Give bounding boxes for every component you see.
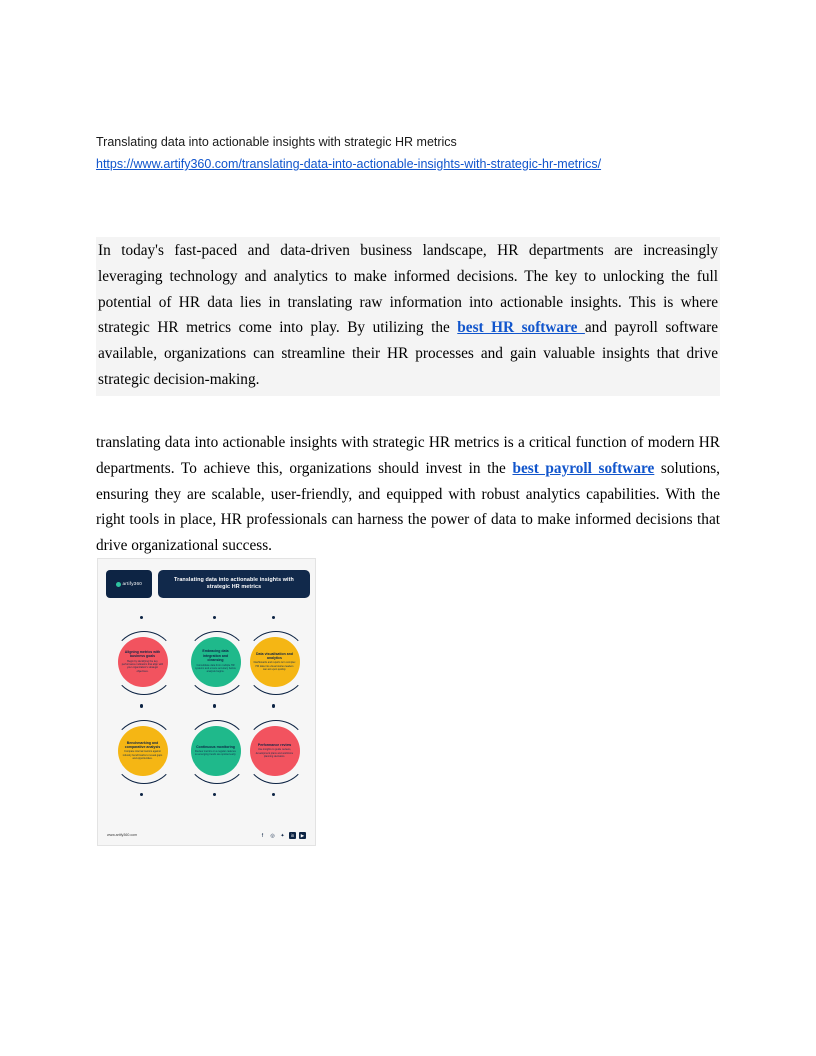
node-body: Dashboards and reports turn complex HR data into visual stories leaders can act upon quickly. <box>253 661 296 672</box>
infographic-node-3 <box>238 617 311 706</box>
youtube-icon: ▶ <box>300 832 305 838</box>
infographic-headline <box>158 570 310 598</box>
infographic-header <box>106 570 310 598</box>
node-body: Consolidate data from multiple HR systems and ensure accuracy before analysis begins. <box>195 663 236 674</box>
node-tick-icon <box>272 616 275 619</box>
node-title: Continuous monitoring <box>196 744 235 749</box>
body-paragraph <box>96 430 720 559</box>
best-payroll-software-link[interactable]: best payroll software <box>512 459 655 477</box>
node-tick-icon <box>272 705 275 708</box>
infographic-footer-url: www.artify360.com <box>107 833 138 837</box>
infographic-node-1 <box>106 617 179 706</box>
logo-text: artify360 <box>122 581 142 587</box>
node-circle <box>118 726 168 776</box>
node-title: Aligning metrics with business goals <box>124 650 161 659</box>
node-circle <box>118 637 168 687</box>
node-circle <box>191 637 241 687</box>
node-body: Use insights to guide reviews, development plans and workforce planning decisions. <box>255 748 294 758</box>
linkedin-icon: in <box>290 833 295 838</box>
node-body: Compare internal metrics against industry benchmarks to reveal gaps and opportunities. <box>122 750 163 761</box>
node-body: Begin by identifying the key performance indicators that align with your organization's strategic objectives. <box>121 659 164 673</box>
infographic-node-grid <box>98 617 316 795</box>
infographic-social-icons <box>259 832 306 839</box>
node-title: Data visualisation and analytics <box>256 651 293 661</box>
node-tick-icon <box>140 793 143 796</box>
node-tick-icon <box>213 705 216 708</box>
node-circle <box>250 726 300 776</box>
node-title: Benchmarking and comparative analysis <box>124 740 161 750</box>
source-url-link[interactable]: https://www.artify360.com/translating-data-into-actionable-insights-with-strategic-hr-metrics/ <box>96 157 602 171</box>
infographic-node-4 <box>106 706 179 795</box>
node-body: Review metrics on a regular cadence so emerging trends are spotted early. <box>194 749 237 757</box>
artify360-logo <box>106 570 152 598</box>
highlighted-paragraph <box>96 237 720 396</box>
infographic-node-6 <box>238 706 311 795</box>
node-tick-icon <box>272 793 275 796</box>
highlighted-paragraph-text-part1: In today's fast-paced and data-driven business landscape, HR departments are increasingly leveraging technology and analytics to make informed decisions. The key to unlocking the full potential of HR data lies in translating raw information into actionable insights. This is where strategic HR metrics come into play. By utilizing the <box>98 242 718 337</box>
body-paragraph-text-part2: solutions, ensuring they are scalable, user-friendly, and equipped with robust analytics capabilities. With the right tools in place, HR professionals can harness the power of data to make informed decisions that drive organizational success. <box>96 459 721 555</box>
document-header <box>96 133 720 174</box>
node-tick-icon <box>213 793 216 796</box>
facebook-icon: f <box>261 832 264 839</box>
node-tick-icon <box>140 705 143 708</box>
infographic-headline-text: Translating data into actionable insights with strategic HR metrics <box>174 576 294 590</box>
logo-dot-icon <box>116 582 121 587</box>
node-tick-icon <box>140 616 143 619</box>
body-paragraph-text-part1: translating data into actionable insights with strategic HR metrics is a critical function of modern HR departments. To achieve this, organizations should invest in the <box>96 434 720 477</box>
best-hr-software-link[interactable]: best HR software <box>457 319 585 337</box>
instagram-icon: ◎ <box>270 832 275 839</box>
node-tick-icon <box>213 616 216 619</box>
highlighted-paragraph-text-part2: and payroll software available, organizations can streamline their HR processes and gain valuable insights that drive strategic decision-making. <box>98 319 718 388</box>
twitter-icon: ✦ <box>280 832 285 839</box>
node-circle <box>191 726 241 776</box>
node-title: Performance review <box>257 742 292 747</box>
page-title: Translating data into actionable insights with strategic HR metrics <box>96 135 457 149</box>
infographic-image <box>97 558 316 846</box>
node-circle <box>250 637 300 687</box>
node-title: Embracing data integration and cleansing <box>202 649 229 663</box>
